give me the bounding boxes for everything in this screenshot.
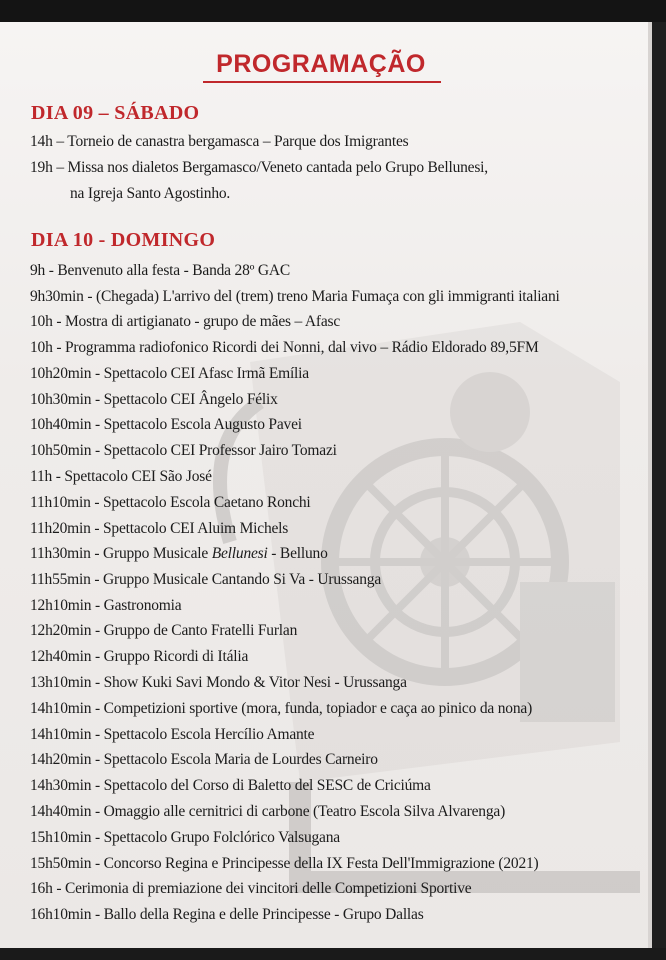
schedule-item: 11h20min - Spettacolo CEI Aluim Michels xyxy=(30,520,289,537)
page-title: PROGRAMAÇÃO xyxy=(216,50,426,78)
schedule-item: 13h10min - Show Kuki Savi Mondo & Vitor Nesi - Urussanga xyxy=(30,674,407,691)
schedule-item: 9h - Benvenuto alla festa - Banda 28º GAC xyxy=(30,262,291,279)
schedule-item: 14h – Torneio de canastra bergamasca – Parque dos Imigrantes xyxy=(30,133,409,150)
schedule-item-bellunesi xyxy=(30,545,328,563)
day2-heading: DIA 10 - DOMINGO xyxy=(31,229,216,251)
title-underline xyxy=(203,81,441,83)
schedule-item: 16h10min - Ballo della Regina e delle Principesse - Grupo Dallas xyxy=(30,906,424,923)
schedule-item: 12h10min - Gastronomia xyxy=(30,597,182,614)
schedule-item: 19h – Missa nos dialetos Bergamasco/Veneto cantada pelo Grupo Bellunesi, xyxy=(30,159,488,176)
schedule-item: 10h50min - Spettacolo CEI Professor Jairo Tomazi xyxy=(30,442,337,459)
schedule-item: 14h30min - Spettacolo del Corso di Baletto del SESC de Criciúma xyxy=(30,777,431,794)
schedule-item: 14h40min - Omaggio alle cernitrici di carbone (Teatro Escola Silva Alvarenga) xyxy=(30,803,506,820)
schedule-item: 10h20min - Spettacolo CEI Afasc Irmã Emília xyxy=(30,365,309,382)
bellunesi-italic: Bellunesi xyxy=(211,545,268,562)
schedule-item: 12h20min - Gruppo de Canto Fratelli Furlan xyxy=(30,622,298,639)
bellunesi-prefix: 11h30min - Gruppo Musicale xyxy=(30,545,212,562)
schedule-item: 16h - Cerimonia di premiazione dei vincitori delle Competizioni Sportive xyxy=(30,880,472,897)
schedule-item: 11h10min - Spettacolo Escola Caetano Ronchi xyxy=(30,494,311,511)
schedule-item: 15h10min - Spettacolo Grupo Folclórico Valsugana xyxy=(30,829,340,846)
schedule-item: 11h55min - Gruppo Musicale Cantando Si Va - Urussanga xyxy=(30,571,382,588)
program-flyer xyxy=(0,22,652,948)
schedule-item: 14h10min - Competizioni sportive (mora, funda, topiador e caça ao pinico da nona) xyxy=(30,700,533,717)
top-bar xyxy=(0,0,666,22)
schedule-item: 10h30min - Spettacolo CEI Ângelo Félix xyxy=(30,391,278,408)
schedule-item: 10h - Programma radiofonico Ricordi dei Nonni, dal vivo – Rádio Eldorado 89,5FM xyxy=(30,339,539,356)
schedule-item: 9h30min - (Chegada) L'arrivo del (trem) treno Maria Fumaça con gli immigranti italiani xyxy=(30,288,560,305)
schedule-item: 14h20min - Spettacolo Escola Maria de Lourdes Carneiro xyxy=(30,751,378,768)
schedule-item: 10h - Mostra di artigianato - grupo de mães – Afasc xyxy=(30,313,341,330)
schedule-item: na Igreja Santo Agostinho. xyxy=(70,185,231,202)
schedule-item: 15h50min - Concorso Regina e Principesse della IX Festa Dell'Immigrazione (2021) xyxy=(30,855,539,872)
schedule-item: 10h40min - Spettacolo Escola Augusto Pavei xyxy=(30,416,302,433)
bottom-bar xyxy=(0,948,666,960)
day1-heading: DIA 09 – SÁBADO xyxy=(31,102,200,124)
schedule-item: 14h10min - Spettacolo Escola Hercílio Amante xyxy=(30,726,315,743)
bellunesi-suffix: - Belluno xyxy=(267,545,328,562)
schedule-item: 11h - Spettacolo CEI São José xyxy=(30,468,212,485)
schedule-item: 12h40min - Gruppo Ricordi di Itália xyxy=(30,648,249,665)
